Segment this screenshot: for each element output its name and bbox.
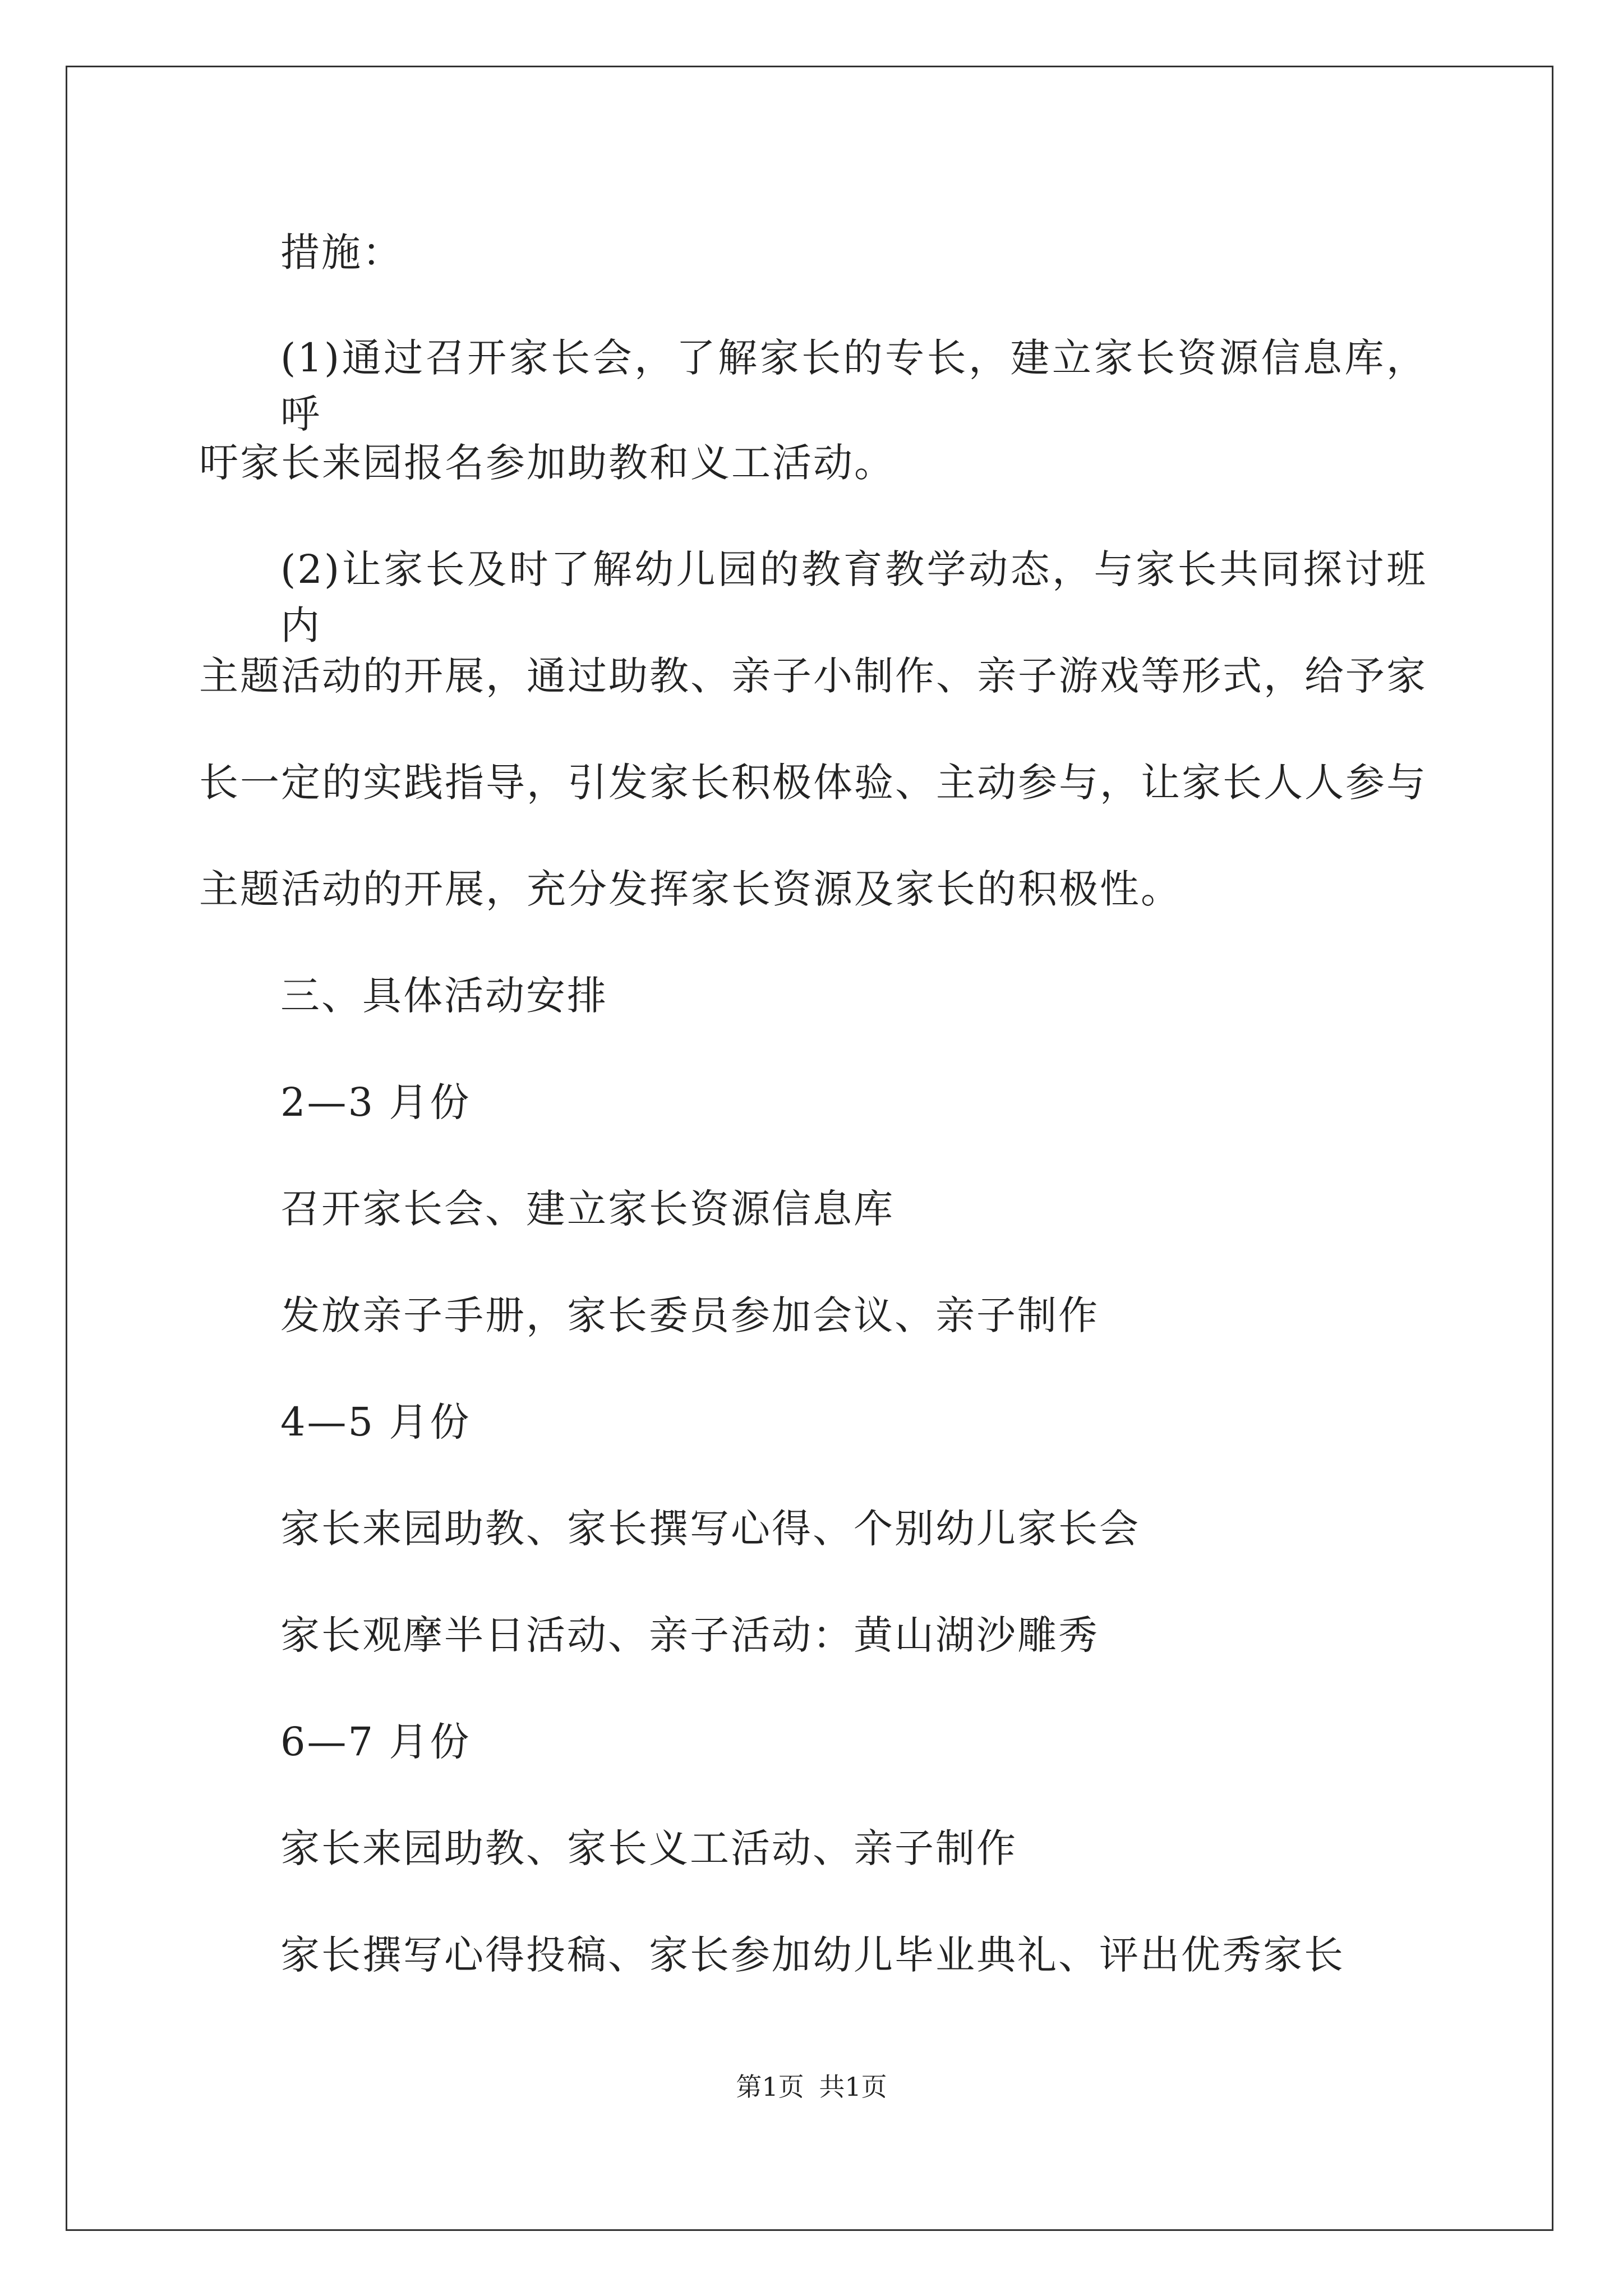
activity-item: 家长来园助教、家长撰写心得、个别幼儿家长会 <box>280 1506 1140 1552</box>
page-number: 第1页 <box>736 2072 804 2102</box>
month-label: 6—7 月份 <box>280 1719 471 1765</box>
paragraph-line: 长一定的实践指导，引发家长积极体验、主动参与，让家长人人参与 <box>199 760 1427 806</box>
activity-item: 发放亲子手册，家长委员参加会议、亲子制作 <box>280 1292 1099 1338</box>
section-heading: 三、具体活动安排 <box>280 973 608 1019</box>
activity-item: 家长来园助教、家长义工活动、亲子制作 <box>280 1825 1017 1871</box>
month-label: 4—5 月份 <box>280 1399 471 1445</box>
paragraph-line: 主题活动的开展，充分发挥家长资源及家长的积极性。 <box>199 866 1182 912</box>
page-total: 共1页 <box>819 2072 887 2102</box>
paragraph-measures-heading: 措施： <box>280 229 403 275</box>
page-footer <box>0 2070 1623 2104</box>
paragraph-line: (2)让家长及时了解幼儿园的教育教学动态，与家长共同探讨班内 <box>280 546 1427 648</box>
activity-item: 召开家长会、建立家长资源信息库 <box>280 1186 895 1232</box>
month-label: 2—3 月份 <box>280 1079 471 1125</box>
paragraph-line: (1)通过召开家长会，了解家长的专长，建立家长资源信息库，呼 <box>280 335 1427 437</box>
activity-item: 家长撰写心得投稿、家长参加幼儿毕业典礼、评出优秀家长 <box>280 1932 1345 1978</box>
activity-item: 家长观摩半日活动、亲子活动：黄山湖沙雕秀 <box>280 1612 1099 1658</box>
paragraph-line: 主题活动的开展，通过助教、亲子小制作、亲子游戏等形式，给予家 <box>199 653 1427 699</box>
paragraph-line: 吁家长来园报名参加助教和义工活动。 <box>199 440 895 486</box>
